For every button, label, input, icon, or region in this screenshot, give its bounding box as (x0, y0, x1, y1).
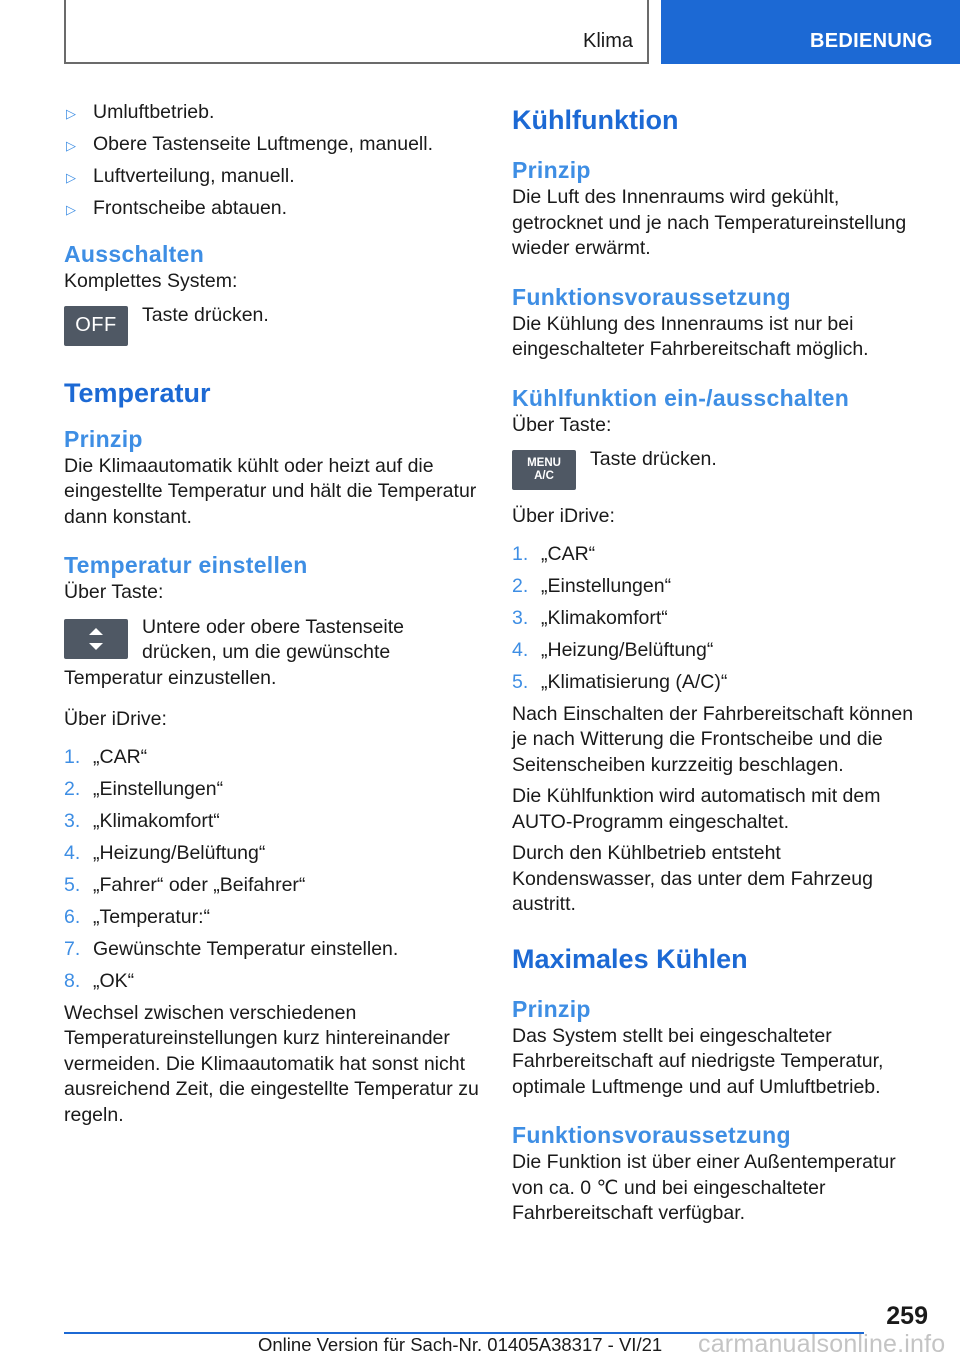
menu-ac-key-row (512, 447, 928, 490)
kuehl-taste-intro: Über Taste: (512, 413, 612, 436)
off-key-row (64, 303, 484, 346)
list-item: 3. „Klimakomfort“ (512, 606, 668, 629)
heading-kuehlfunktion: Kühlfunktion (512, 105, 679, 135)
watermark: carmanualsonline.info (698, 1330, 946, 1358)
list-item: 1. „CAR“ (64, 745, 148, 768)
right-column (512, 103, 928, 1233)
heading-kuehl-voraussetzung: Funktionsvoraussetzung (512, 283, 791, 310)
heading-kuehl-prinzip: Prinzip (512, 157, 591, 183)
kuehl-voraussetzung-text: Die Kühlung des Innenraums ist nur bei eingeschalteter Fahrbereitschaft möglich. (512, 312, 869, 360)
header-section-box (661, 0, 960, 64)
list-item: 4. „Heizung/Belüftung“ (64, 841, 266, 864)
footer-version-text: Online Version für Sach-Nr. 01405A38317 - VI/21 (258, 1334, 663, 1355)
chapter-title: Klima (582, 30, 633, 52)
list-item: ▷ Frontscheibe abtauen. (64, 196, 484, 221)
temperatur-prinzip-text: Die Klimaautomatik kühlt oder heizt auf die eingestellte Temperatur und hält die Temperatur dann konstant. (64, 454, 477, 528)
bullet-triangle-icon: ▷ (66, 202, 76, 217)
section-title: BEDIENUNG (810, 30, 933, 52)
header-chapter-box (64, 0, 649, 64)
temperature-key-instruction: Untere oder obere Tastenseite drücken, um die gewünschte Temperatur einzustellen. (64, 615, 404, 689)
max-prinzip-text: Das System stellt bei eingeschalteter Fahrbereitschaft auf niedrigste Temperatur, optimale Luftmenge und auf Umluftbetrieb. (512, 1024, 884, 1098)
list-item: 6. „Temperatur:“ (64, 905, 211, 928)
cooling-idrive-steps (512, 542, 928, 695)
kuehl-prinzip-text: Die Luft des Innenraums wird gekühlt, getrocknet und je nach Temperatureinstellung wieder erwärmt. (512, 186, 907, 259)
heading-temperatur-prinzip: Prinzip (64, 425, 143, 452)
kuehl-idrive-intro: Über iDrive: (512, 505, 615, 527)
max-voraussetzung-text: Die Funktion ist über einer Außentemperatur von ca. 0 ℃ und bei eingeschalteter Fahrbereitschaft verfügbar. (512, 1151, 896, 1224)
list-item: 3. „Klimakomfort“ (64, 809, 220, 832)
heading-temperatur-einstellen: Temperatur einstellen (64, 552, 308, 578)
ausschalten-intro: Komplettes System: (64, 270, 238, 292)
temperatur-note: Wechsel zwischen verschiedenen Temperatureinstellungen kurz hintereinander vermeiden. Die Klimaautomatik hat sonst nicht ausreichend Zeit, die eingestellte Temperatur zu regeln. (64, 1001, 479, 1126)
heading-maximales-kuehlen: Maximales Kühlen (512, 943, 748, 974)
up-down-arrows-icon (86, 625, 106, 653)
temperature-idrive-steps (64, 745, 484, 994)
heading-temperatur: Temperatur (64, 377, 211, 408)
off-button-image: OFF (64, 306, 128, 346)
bullet-triangle-icon: ▷ (66, 106, 76, 121)
heading-max-prinzip: Prinzip (512, 995, 591, 1022)
list-item: 7. Gewünschte Temperatur einstellen. (64, 937, 399, 960)
kuehl-paragraph-3: Durch den Kühlbetrieb entsteht Kondenswasser, das unter dem Fahrzeug austritt. (512, 842, 873, 915)
temperature-key-row (64, 615, 484, 692)
left-column (64, 100, 484, 1134)
heading-kuehl-ein-aus: Kühlfunktion ein-/ausschalten (512, 384, 850, 411)
list-item: 5. „Klimatisierung (A/C)“ (512, 670, 728, 693)
list-item: 2. „Einstellungen“ (64, 777, 224, 800)
list-item: 2. „Einstellungen“ (512, 574, 672, 597)
list-item: 4. „Heizung/Belüftung“ (512, 638, 714, 661)
list-item: 5. „Fahrer“ oder „Beifahrer“ (64, 873, 306, 896)
list-item: ▷ Luftverteilung, manuell. (64, 164, 484, 189)
heading-ausschalten: Ausschalten (64, 241, 205, 267)
menu-ac-key-instruction: Taste drücken. (590, 448, 717, 470)
menu-ac-button-image: MENU A/C (512, 450, 576, 490)
bullet-triangle-icon: ▷ (66, 138, 76, 153)
list-item: ▷ Umluftbetrieb. (64, 100, 484, 125)
bullet-triangle-icon: ▷ (66, 170, 76, 185)
mode-bullet-list (64, 100, 484, 221)
temperatur-taste-intro: Über Taste: (64, 581, 164, 603)
heading-max-voraussetzung: Funktionsvoraussetzung (512, 1122, 791, 1148)
temperatur-idrive-intro: Über iDrive: (64, 708, 167, 730)
kuehl-paragraph-1: Nach Einschalten der Fahrbereitschaft können je nach Witterung die Frontscheibe und die Seitenscheiben kurzzeitig beschlagen. (512, 702, 914, 776)
kuehl-paragraph-2: Die Kühlfunktion wird automatisch mit dem AUTO-Programm eingeschaltet. (512, 785, 881, 833)
list-item: 1. „CAR“ (512, 542, 596, 565)
page-number: 259 (886, 1302, 928, 1330)
off-key-instruction: Taste drücken. (142, 303, 269, 326)
list-item: ▷ Obere Tastenseite Luftmenge, manuell. (64, 132, 484, 157)
temperature-rocker-button-image (64, 619, 128, 659)
list-item: 8. „OK“ (64, 969, 135, 992)
